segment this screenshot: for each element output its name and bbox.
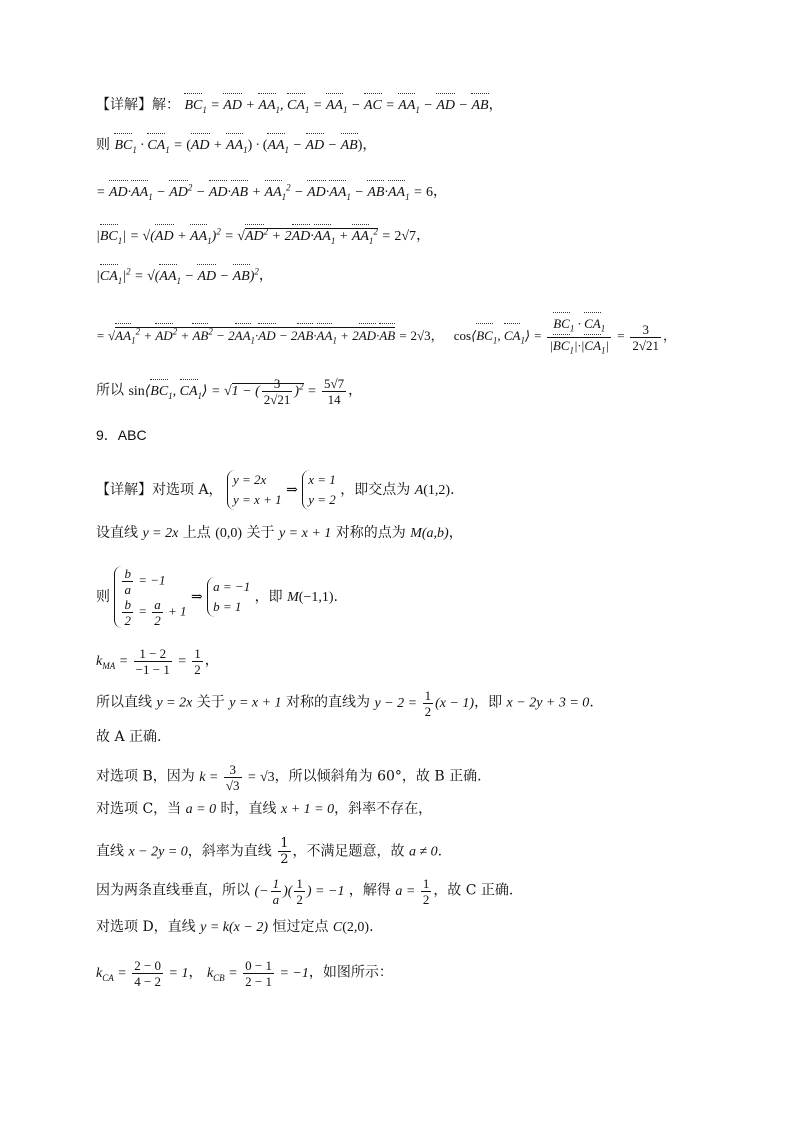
option-c-line-1: 对选项 C，当 a = 0 时，直线 x + 1 = 0，斜率不存在， — [96, 801, 433, 817]
solution-line-5: $|CA_1|^2 = √(AA_1$ − AD − AB)$^2$， — [96, 266, 273, 286]
option-a-conclusion: 故 A 正确. — [96, 729, 162, 745]
solution-line-7: 所以 $\sin⟨BC_1$, $CA_1⟩ = √1$ − ( $\frac{3}{2√21}$ )$^2$ = $\frac{5√7}{14}$ ， — [96, 376, 363, 407]
system-line: 则 $\frac{b}{a}$ = −1 $\frac{b}{2}$ = $\frac{a}{2}$ + 1 ⇒ a = −1 b = 1 ，即 M(−1,1). — [96, 566, 338, 628]
detail-label: 【详解】对选项 A， — [96, 482, 223, 498]
slope-ma-line: $k_{MA}$ = $\frac{1 - 2}{-1 - 1}$ = $\frac{1}{2}$ ， — [96, 646, 219, 677]
solution-line-1: 【详解】解： $BC_1$ = AD + $AA_1$, $CA_1 = AA_1$ − AC = $AA_1$ − AD − AB， — [96, 97, 503, 115]
option-d-line: 对选项 D，直线 y = k(x − 2) 恒过定点 C(2,0). — [96, 919, 374, 935]
symmetric-point-line: 设直线 y = 2x 上点 (0,0) 关于 y = x + 1 对称的点为 M(a,b)， — [96, 525, 463, 541]
option-c-line-3: 因为两条直线垂直，所以 (− $\frac{1}{a}$ )( $\frac{1}{2}$ ) = −1 ，解得 a = $\frac{1}{2}$ ，故 C 正确. — [96, 876, 514, 907]
slopes-line: $k_{CA}$ = $\frac{2 - 0}{4 - 2}$ = 1， $k_{CB}$ = $\frac{0 - 1}{2 - 1}$ = −1，如图所示： — [96, 958, 393, 989]
option-c-line-2: 直线 x − 2y = 0，斜率为直线 $\frac{1}{2}$ ，不满足题意，故 a ≠ 0. — [96, 836, 443, 867]
solution-line-2: 则 $BC_1 \cdot CA_1 = (AD + AA_1) \cdot (AA_1$ − AD − AB)， — [96, 137, 377, 155]
option-a-line: 【详解】对选项 A， y = 2x y = x + 1 ⇒ x = 1 y = 2 ，即交点为 A(1,2). — [96, 470, 455, 510]
solution-line-3: = $AD\cdot AA_1 - AD^2 - AD\cdot AB + AA_1^2 - AD\cdot AA_1 - AB\cdot AA_1 = 6$， — [96, 182, 448, 202]
solution-line-6: = $√AA_1^2 + AD^2 + AB^2 - 2AA_1\cdot AD - 2AB\cdot AA_1 + 2AD\cdot AB = 2√3$， $\cos⟨BC_1$, $CA_1⟩$ = $\frac{BC_1 \cdot CA_1}{|BC_1|\cdot|CA_1|}$ = $\frac{3}{2√21}$ ， — [96, 316, 677, 356]
detail-label: 【详解】解： — [96, 97, 180, 113]
solution-line-4: $|BC_1| = √(AD + AA_1)^2 = √AD^2 + 2AD\cdot AA_1 + AA_1^2 = 2√7$， — [96, 226, 431, 246]
option-b-line: 对选项 B，因为 k = $\frac{3}{√3}$ = √3，所以倾斜角为 60°，故 B 正确. — [96, 762, 482, 793]
question-number: 9．ABC — [96, 427, 147, 443]
symmetric-line-result: 所以直线 y = 2x 关于 y = x + 1 对称的直线为 y − 2 = $\frac{1}{2}$ (x − 1)，即 x − 2y + 3 = 0. — [96, 688, 594, 719]
